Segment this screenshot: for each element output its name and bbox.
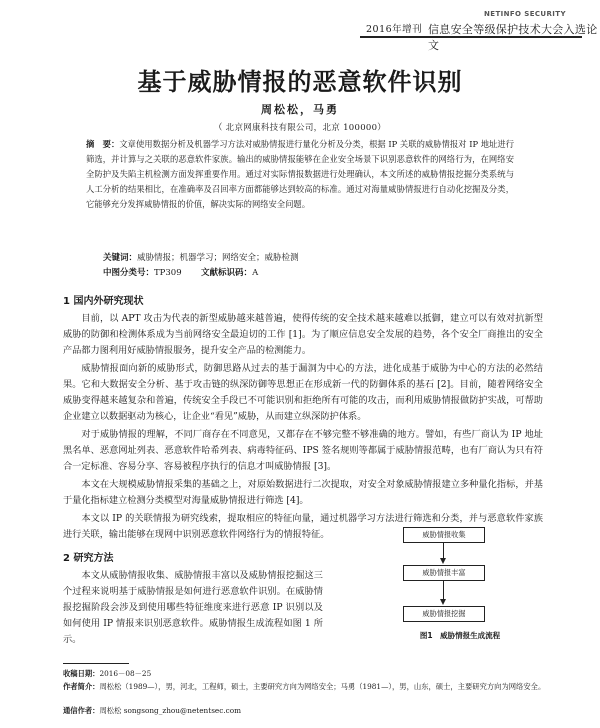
doc-code-label: 文献标识码：	[201, 268, 253, 278]
flow-arrowhead-2	[440, 599, 446, 605]
section-1-paragraph-4: 本文在大规模威胁情报采集的基础之上，对原始数据进行二次提取，对安全对象威胁情报建立多种量化指标，并基于量化指标建立检测分类模型对海量威胁情报进行筛选 [4]。	[63, 479, 543, 506]
flow-step-mine: 威胁情报挖掘	[403, 606, 485, 622]
abstract	[86, 137, 514, 212]
classification-line	[103, 266, 258, 278]
section-1-heading: 1 国内外研究现状	[63, 296, 144, 307]
contact-label: 通信作者：	[63, 706, 100, 715]
clc-value: TP309	[154, 268, 182, 278]
figure-1-caption: 图1 威胁情报生成流程	[419, 631, 501, 640]
abstract-label: 摘 要：	[86, 139, 120, 149]
author-bio	[63, 681, 553, 692]
received-label: 收稿日期：	[63, 669, 100, 678]
section-1-paragraph-3: 对于威胁情报的理解，不同厂商存在不同意见，又都存在不够完整不够准确的地方。譬如，有些厂商认为 IP 地址黑名单、恶意网址列表、恶意软件哈希列表、病毒特征码、IPS 签名规则等都属于威胁情报范畴，也有厂商认为只有符合一定标准、容易分享、容易被程序执行的信息才叫威胁情报 [3]。	[63, 429, 543, 472]
header-rule	[360, 36, 582, 38]
keywords-text: 威胁情报；机器学习；网络安全；威胁检测	[137, 253, 299, 263]
bio-label: 作者简介：	[63, 682, 100, 691]
section-2-heading: 2 研究方法	[63, 553, 114, 564]
section-1-paragraph-5: 本文以 IP 的关联情报为研究线索，提取相应的特征向量，通过机器学习方法进行筛选和分类，并与恶意软件家族进行关联，输出能够在现网中识别恶意软件网络行为的情报特征。	[63, 513, 543, 540]
keywords-label: 关键词：	[103, 253, 138, 263]
flow-step-enrich: 威胁情报丰富	[403, 565, 485, 581]
abstract-text: 文章使用数据分析及机器学习方法对威胁情报进行量化分析及分类，根据 IP 关联的威胁情报对 IP 地址进行筛选，并计算与之关联的恶意软件家族。输出的威胁情报能够在企业安全场景下识别恶意软件的网络行为，在网络安全防护及失陷主机检测方面发挥重要作用。通过对实际情报数据进行处理确认，本文所述的威胁情报挖掘分类系统与人工分析的结果相比，在准确率及召回率方面都能够达到较高的标准。通过对海量威胁情报进行自动化挖掘及分类，它能够充分发挥威胁情报的价值，解决实际的网络安全问题。	[86, 139, 514, 209]
paper-authors: 周松松，马勇	[261, 103, 339, 116]
header-conference: 信息安全等级保护技术大会入选论文	[428, 23, 598, 52]
doc-code-value: A	[252, 268, 259, 278]
corresponding-author	[63, 705, 553, 716]
received-date	[63, 668, 553, 679]
clc-label: 中图分类号：	[103, 268, 155, 278]
section-1-paragraph-2: 威胁情报面向新的威胁形式，防御思路从过去的基于漏洞为中心的方法，进化成基于威胁为中心的方法的必然结果。它和大数据安全分析、基于攻击链的纵深防御等思想正在形成新一代的防御体系的基石 [2]。目前，随着网络安全威胁变得越来越复杂和普遍，传统安全手段已不可能识别和拒绝所有可能的攻击，而利用威胁情报做防护实战，可帮助企业建立以数据驱动为核心，让企业“看见”威胁，从而建立纵深防护体系。	[63, 363, 543, 422]
keywords-line	[103, 251, 299, 263]
received-value: 2016－08－25	[99, 669, 152, 678]
section-2-paragraph-1: 本文从威胁情报收集、威胁情报丰富以及威胁情报挖掘这三个过程来说明基于威胁情报是如何进行恶意软件识别。在威胁情报挖掘阶段会涉及到使用哪些特征维度来进行恶意 IP 识别以及如何使用 IP 情报来识别恶意软件。威胁情报生成流程如图 1 所示。	[63, 570, 323, 645]
netinfo-security-logo: NETINFO SECURITY	[484, 10, 566, 18]
flow-arrowhead-1	[440, 558, 446, 564]
paper-affiliation: （ 北京网康科技有限公司，北京 100000）	[213, 123, 387, 133]
paper-title: 基于威胁情报的恶意软件识别	[137, 67, 463, 96]
flow-arrow-2	[443, 581, 444, 601]
bio-text: 周松松（1989—），男，河北，工程师，硕士，主要研究方向为网络安全；马勇（1981—），男，山东，硕士，主要研究方向为网络安全。	[99, 682, 546, 691]
running-header	[0, 10, 600, 52]
footnote-rule	[63, 663, 129, 664]
section-1-paragraph-1: 目前，以 APT 攻击为代表的新型威胁越来越普遍，使得传统的安全技术越来越难以抵御，建立可以有效对抗新型威胁的防御和检测体系成为当前网络安全最迫切的工作 [1]。为了顺应信息安全发展的趋势，各个安全厂商推出的安全产品都力图利用好威胁情报服务，提升安全产品的检测能力。	[63, 313, 543, 356]
contact-text: 周松松 songsong_zhou@netentsec.com	[99, 706, 242, 715]
header-year: 2016年增刊	[366, 24, 423, 35]
flow-step-collect: 威胁情报收集	[403, 527, 485, 543]
figure-1-flowchart	[380, 524, 540, 659]
